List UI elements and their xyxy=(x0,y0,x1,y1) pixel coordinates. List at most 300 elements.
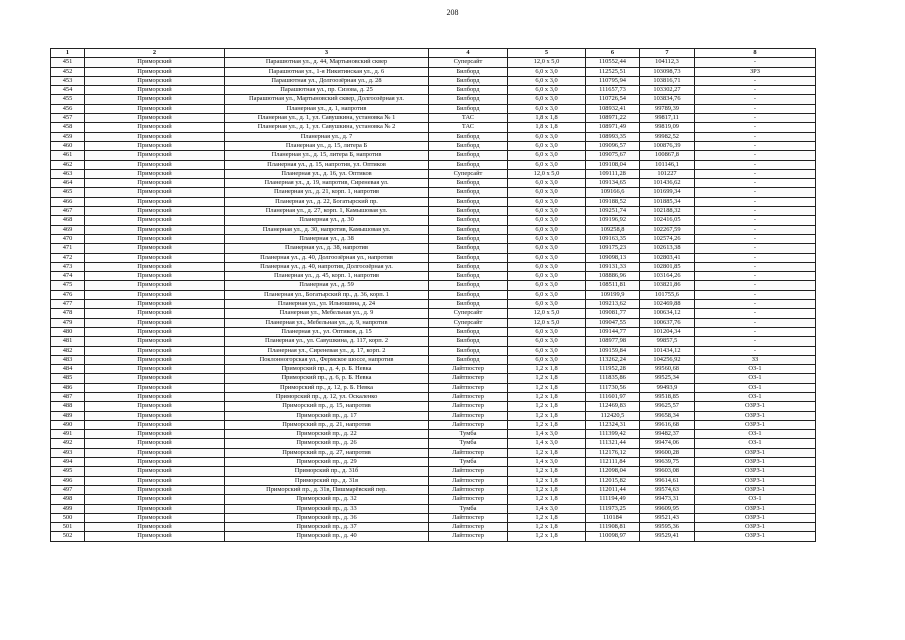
address-cell: Планерная ул., д. 15, литера Б xyxy=(225,141,429,150)
row-number-cell: 468 xyxy=(51,216,85,225)
coord-y-cell: 99560,68 xyxy=(640,365,695,374)
coord-y-cell: 99473,31 xyxy=(640,495,695,504)
zone-cell: - xyxy=(695,179,816,188)
coord-x-cell: 112324,31 xyxy=(586,420,640,429)
district-cell: Приморский xyxy=(85,513,225,522)
coord-x-cell: 112525,51 xyxy=(586,67,640,76)
size-cell: 6,0 x 3,0 xyxy=(508,272,586,281)
coord-x-cell: 112098,04 xyxy=(586,467,640,476)
address-cell: Планерная ул., д. 16, ул. Оптиков xyxy=(225,169,429,178)
coord-x-cell: 108932,41 xyxy=(586,104,640,113)
coord-x-cell: 108977,98 xyxy=(586,337,640,346)
address-cell: Планерная ул., Мебельная ул., д. 9, напротив xyxy=(225,318,429,327)
coord-y-cell: 103164,26 xyxy=(640,272,695,281)
address-cell: Планерная ул., д. 15, литера Б, напротив xyxy=(225,151,429,160)
structure-type-cell: Лайтпостер xyxy=(429,402,508,411)
district-cell: Приморский xyxy=(85,402,225,411)
zone-cell: - xyxy=(695,95,816,104)
zone-cell: - xyxy=(695,309,816,318)
zone-cell: ЗРЗ xyxy=(695,67,816,76)
size-cell: 6,0 x 3,0 xyxy=(508,104,586,113)
size-cell: 6,0 x 3,0 xyxy=(508,67,586,76)
table-body xyxy=(51,58,816,541)
district-cell: Приморский xyxy=(85,216,225,225)
size-cell: 1,4 x 3,0 xyxy=(508,504,586,513)
row-number-cell: 492 xyxy=(51,439,85,448)
row-number-cell: 465 xyxy=(51,188,85,197)
structure-type-cell: Лайтпостер xyxy=(429,392,508,401)
row-number-cell: 454 xyxy=(51,86,85,95)
coord-y-cell: 99521,43 xyxy=(640,513,695,522)
address-cell: Планерная ул., ул. Савушкина, д. 117, корп. 2 xyxy=(225,337,429,346)
coord-y-cell: 99595,36 xyxy=(640,523,695,532)
address-cell: Приморский пр., д. 15, напротив xyxy=(225,402,429,411)
address-cell: Приморский пр., д. 27, напротив xyxy=(225,448,429,457)
coord-x-cell: 111973,25 xyxy=(586,504,640,513)
table-row xyxy=(51,132,816,141)
table-row xyxy=(51,234,816,243)
coord-y-cell: 99639,75 xyxy=(640,458,695,467)
table-row xyxy=(51,383,816,392)
structure-type-cell: Билборд xyxy=(429,300,508,309)
coord-y-cell: 101204,34 xyxy=(640,327,695,336)
size-cell: 6,0 x 3,0 xyxy=(508,234,586,243)
table-row xyxy=(51,513,816,522)
zone-cell: - xyxy=(695,86,816,95)
structure-type-cell: Билборд xyxy=(429,272,508,281)
zone-cell: ОЗ-1 xyxy=(695,383,816,392)
coord-y-cell: 99857,5 xyxy=(640,337,695,346)
zone-cell: ЗЗ xyxy=(695,355,816,364)
district-cell: Приморский xyxy=(85,318,225,327)
coord-y-cell: 99819,09 xyxy=(640,123,695,132)
address-cell: Планерная ул., д. 40, Долгоозёрная ул., напротив xyxy=(225,253,429,262)
size-cell: 6,0 x 3,0 xyxy=(508,262,586,271)
size-cell: 1,2 x 1,8 xyxy=(508,374,586,383)
address-cell: Приморский пр., д. 26 xyxy=(225,439,429,448)
coord-y-cell: 103816,71 xyxy=(640,76,695,85)
district-cell: Приморский xyxy=(85,234,225,243)
row-number-cell: 471 xyxy=(51,244,85,253)
size-cell: 6,0 x 3,0 xyxy=(508,151,586,160)
coord-x-cell: 112015,82 xyxy=(586,476,640,485)
zone-cell: - xyxy=(695,234,816,243)
district-cell: Приморский xyxy=(85,467,225,476)
district-cell: Приморский xyxy=(85,485,225,494)
coord-y-cell: 103821,86 xyxy=(640,281,695,290)
table-row xyxy=(51,327,816,336)
zone-cell: ОЗ-1 xyxy=(695,392,816,401)
row-number-cell: 451 xyxy=(51,58,85,67)
size-cell: 1,2 x 1,8 xyxy=(508,495,586,504)
zone-cell: - xyxy=(695,207,816,216)
table-row xyxy=(51,188,816,197)
coord-y-cell: 102469,88 xyxy=(640,300,695,309)
district-cell: Приморский xyxy=(85,355,225,364)
district-cell: Приморский xyxy=(85,495,225,504)
zone-cell: ОЗРЗ-1 xyxy=(695,523,816,532)
district-cell: Приморский xyxy=(85,58,225,67)
address-cell: Приморский пр., д. 31в xyxy=(225,476,429,485)
district-cell: Приморский xyxy=(85,272,225,281)
zone-cell: - xyxy=(695,114,816,123)
table-row xyxy=(51,262,816,271)
size-cell: 6,0 x 3,0 xyxy=(508,225,586,234)
structure-type-cell: Билборд xyxy=(429,234,508,243)
coord-x-cell: 108971,22 xyxy=(586,114,640,123)
district-cell: Приморский xyxy=(85,169,225,178)
coord-y-cell: 103834,76 xyxy=(640,95,695,104)
coord-x-cell: 111908,81 xyxy=(586,523,640,532)
coord-x-cell: 109213,62 xyxy=(586,300,640,309)
zone-cell: - xyxy=(695,281,816,290)
structure-type-cell: Билборд xyxy=(429,151,508,160)
structure-type-cell: Билборд xyxy=(429,86,508,95)
district-cell: Приморский xyxy=(85,448,225,457)
coord-y-cell: 102613,38 xyxy=(640,244,695,253)
address-cell: Планерная ул., Сиреневая ул., д. 17, корп. 2 xyxy=(225,346,429,355)
size-cell: 1,2 x 1,8 xyxy=(508,402,586,411)
district-cell: Приморский xyxy=(85,207,225,216)
coord-y-cell: 101885,34 xyxy=(640,197,695,206)
table-row xyxy=(51,346,816,355)
row-number-cell: 481 xyxy=(51,337,85,346)
structure-type-cell: Билборд xyxy=(429,290,508,299)
coord-x-cell: 110184 xyxy=(586,513,640,522)
row-number-cell: 457 xyxy=(51,114,85,123)
row-number-cell: 453 xyxy=(51,76,85,85)
row-number-cell: 493 xyxy=(51,448,85,457)
coord-x-cell: 111399,42 xyxy=(586,430,640,439)
coord-y-cell: 99658,34 xyxy=(640,411,695,420)
coord-x-cell: 109111,28 xyxy=(586,169,640,178)
coord-x-cell: 108993,35 xyxy=(586,132,640,141)
district-cell: Приморский xyxy=(85,458,225,467)
address-cell: Приморский пр., д. 31в, Пишмарёвский пер. xyxy=(225,485,429,494)
coord-x-cell: 111835,86 xyxy=(586,374,640,383)
structure-type-cell: Лайтпостер xyxy=(429,374,508,383)
row-number-cell: 482 xyxy=(51,346,85,355)
coord-y-cell: 102188,32 xyxy=(640,207,695,216)
row-number-cell: 488 xyxy=(51,402,85,411)
size-cell: 1,4 x 3,0 xyxy=(508,430,586,439)
row-number-cell: 501 xyxy=(51,523,85,532)
table-row xyxy=(51,67,816,76)
size-cell: 6,0 x 3,0 xyxy=(508,346,586,355)
address-cell: Планерная ул., д. 15, напротив, ул. Оптиков xyxy=(225,160,429,169)
row-number-cell: 489 xyxy=(51,411,85,420)
district-cell: Приморский xyxy=(85,420,225,429)
size-cell: 1,2 x 1,8 xyxy=(508,485,586,494)
coord-y-cell: 99574,63 xyxy=(640,485,695,494)
coord-x-cell: 109047,55 xyxy=(586,318,640,327)
coord-x-cell: 108886,96 xyxy=(586,272,640,281)
district-cell: Приморский xyxy=(85,104,225,113)
size-cell: 6,0 x 3,0 xyxy=(508,253,586,262)
zone-cell: - xyxy=(695,318,816,327)
table-row xyxy=(51,495,816,504)
coord-x-cell: 110795,94 xyxy=(586,76,640,85)
address-cell: Парашютная ул., Долгоозёрная ул., д. 28 xyxy=(225,76,429,85)
structure-type-cell: Билборд xyxy=(429,179,508,188)
address-cell: Парашютная ул., Мартыновский сквер, Долгоозёрная ул. xyxy=(225,95,429,104)
size-cell: 6,0 x 3,0 xyxy=(508,327,586,336)
row-number-cell: 486 xyxy=(51,383,85,392)
table-row xyxy=(51,365,816,374)
structure-type-cell: Суперсайт xyxy=(429,309,508,318)
table-row xyxy=(51,290,816,299)
row-number-cell: 490 xyxy=(51,420,85,429)
size-cell: 6,0 x 3,0 xyxy=(508,141,586,150)
structure-type-cell: Тумба xyxy=(429,504,508,513)
column-header: 3 xyxy=(225,49,429,58)
size-cell: 6,0 x 3,0 xyxy=(508,244,586,253)
zone-cell: ОЗ-1 xyxy=(695,430,816,439)
table-row xyxy=(51,448,816,457)
row-number-cell: 502 xyxy=(51,532,85,541)
zone-cell: - xyxy=(695,188,816,197)
zone-cell: - xyxy=(695,272,816,281)
row-number-cell: 480 xyxy=(51,327,85,336)
zone-cell: - xyxy=(695,123,816,132)
coord-y-cell: 101146,1 xyxy=(640,160,695,169)
address-cell: Планерная ул., д. 38 xyxy=(225,234,429,243)
coord-x-cell: 109134,65 xyxy=(586,179,640,188)
zone-cell: - xyxy=(695,132,816,141)
row-number-cell: 496 xyxy=(51,476,85,485)
table-row xyxy=(51,355,816,364)
column-header: 2 xyxy=(85,49,225,58)
table-row xyxy=(51,95,816,104)
row-number-cell: 473 xyxy=(51,262,85,271)
table-row xyxy=(51,392,816,401)
structure-type-cell: Билборд xyxy=(429,95,508,104)
coord-x-cell: 109075,67 xyxy=(586,151,640,160)
zone-cell: ОЗРЗ-1 xyxy=(695,476,816,485)
district-cell: Приморский xyxy=(85,151,225,160)
zone-cell: - xyxy=(695,244,816,253)
coord-x-cell: 111657,73 xyxy=(586,86,640,95)
zone-cell: - xyxy=(695,160,816,169)
district-cell: Приморский xyxy=(85,290,225,299)
address-cell: Планерная ул., д. 1, напротив xyxy=(225,104,429,113)
structure-type-cell: Билборд xyxy=(429,346,508,355)
district-cell: Приморский xyxy=(85,392,225,401)
district-cell: Приморский xyxy=(85,327,225,336)
table-row xyxy=(51,485,816,494)
structure-type-cell: ТАС xyxy=(429,123,508,132)
zone-cell: ОЗ-1 xyxy=(695,374,816,383)
zone-cell: - xyxy=(695,216,816,225)
address-cell: Планерная ул., ул. Оптиков, д. 15 xyxy=(225,327,429,336)
size-cell: 1,2 x 1,8 xyxy=(508,476,586,485)
coord-y-cell: 100876,39 xyxy=(640,141,695,150)
structure-type-cell: Лайтпостер xyxy=(429,485,508,494)
zone-cell: - xyxy=(695,225,816,234)
address-cell: Приморский пр., д. 12, ул. Оскаленко xyxy=(225,392,429,401)
district-cell: Приморский xyxy=(85,197,225,206)
zone-cell: ОЗРЗ-1 xyxy=(695,532,816,541)
address-cell: Планерная ул., д. 45, корп. 1, напротив xyxy=(225,272,429,281)
district-cell: Приморский xyxy=(85,374,225,383)
table-row xyxy=(51,197,816,206)
row-number-cell: 495 xyxy=(51,467,85,476)
coord-x-cell: 109159,84 xyxy=(586,346,640,355)
row-number-cell: 487 xyxy=(51,392,85,401)
address-cell: Приморский пр., д. 33 xyxy=(225,504,429,513)
size-cell: 6,0 x 3,0 xyxy=(508,216,586,225)
structure-type-cell: Лайтпостер xyxy=(429,513,508,522)
coord-y-cell: 99614,61 xyxy=(640,476,695,485)
size-cell: 1,2 x 1,8 xyxy=(508,420,586,429)
address-cell: Приморский пр., д. 22 xyxy=(225,430,429,439)
district-cell: Приморский xyxy=(85,504,225,513)
coord-y-cell: 101434,12 xyxy=(640,346,695,355)
coord-y-cell: 100867,8 xyxy=(640,151,695,160)
zone-cell: - xyxy=(695,58,816,67)
district-cell: Приморский xyxy=(85,430,225,439)
size-cell: 12,0 x 5,0 xyxy=(508,169,586,178)
address-cell: Поклонногорская ул., Фермское шоссе, напротив xyxy=(225,355,429,364)
row-number-cell: 463 xyxy=(51,169,85,178)
address-cell: Приморский пр., д. 40 xyxy=(225,532,429,541)
coord-x-cell: 109098,13 xyxy=(586,253,640,262)
structure-type-cell: Лайтпостер xyxy=(429,532,508,541)
zone-cell: ОЗРЗ-1 xyxy=(695,402,816,411)
table-row xyxy=(51,151,816,160)
district-cell: Приморский xyxy=(85,300,225,309)
table-row xyxy=(51,476,816,485)
address-cell: Планерная ул., Богатырский пр., д. 36, корп. 1 xyxy=(225,290,429,299)
row-number-cell: 497 xyxy=(51,485,85,494)
row-number-cell: 459 xyxy=(51,132,85,141)
column-header: 1 xyxy=(51,49,85,58)
row-number-cell: 478 xyxy=(51,309,85,318)
table-row xyxy=(51,532,816,541)
address-cell: Планерная ул., д. 27, корп. 1, Камышовая ул. xyxy=(225,207,429,216)
coord-y-cell: 101755,6 xyxy=(640,290,695,299)
zone-cell: - xyxy=(695,327,816,336)
coord-x-cell: 109166,6 xyxy=(586,188,640,197)
header-row xyxy=(51,49,816,58)
address-cell: Приморский пр., д. 6, р. Б. Невка xyxy=(225,374,429,383)
coord-x-cell: 112176,12 xyxy=(586,448,640,457)
structure-type-cell: Билборд xyxy=(429,67,508,76)
coord-y-cell: 99518,85 xyxy=(640,392,695,401)
table-row xyxy=(51,76,816,85)
district-cell: Приморский xyxy=(85,132,225,141)
address-cell: Приморский пр., д. 4, р. Б. Невка xyxy=(225,365,429,374)
coord-x-cell: 108511,81 xyxy=(586,281,640,290)
column-header: 5 xyxy=(508,49,586,58)
size-cell: 6,0 x 3,0 xyxy=(508,300,586,309)
zone-cell: - xyxy=(695,197,816,206)
district-cell: Приморский xyxy=(85,253,225,262)
structure-type-cell: Билборд xyxy=(429,104,508,113)
structure-type-cell: Билборд xyxy=(429,76,508,85)
district-cell: Приморский xyxy=(85,160,225,169)
coord-y-cell: 102801,85 xyxy=(640,262,695,271)
structure-type-cell: Билборд xyxy=(429,160,508,169)
coord-y-cell: 99609,95 xyxy=(640,504,695,513)
structure-type-cell: Билборд xyxy=(429,188,508,197)
row-number-cell: 464 xyxy=(51,179,85,188)
coord-y-cell: 102574,26 xyxy=(640,234,695,243)
row-number-cell: 484 xyxy=(51,365,85,374)
table-row xyxy=(51,300,816,309)
structure-type-cell: Лайтпостер xyxy=(429,420,508,429)
coord-x-cell: 109108,04 xyxy=(586,160,640,169)
address-cell: Планерная ул., д. 22, Богатырский пр. xyxy=(225,197,429,206)
row-number-cell: 467 xyxy=(51,207,85,216)
coord-x-cell: 109096,57 xyxy=(586,141,640,150)
zone-cell: ОЗРЗ-1 xyxy=(695,513,816,522)
district-cell: Приморский xyxy=(85,262,225,271)
address-cell: Приморский пр., д. 37 xyxy=(225,523,429,532)
coord-y-cell: 99600,28 xyxy=(640,448,695,457)
address-cell: Планерная ул., Мебельная ул., д. 9 xyxy=(225,309,429,318)
table-row xyxy=(51,337,816,346)
district-cell: Приморский xyxy=(85,365,225,374)
size-cell: 1,2 x 1,8 xyxy=(508,411,586,420)
coord-y-cell: 99525,34 xyxy=(640,374,695,383)
structure-type-cell: Тумба xyxy=(429,439,508,448)
coord-x-cell: 112469,83 xyxy=(586,402,640,411)
address-cell: Приморский пр., д. 12, р. Б. Невка xyxy=(225,383,429,392)
column-header: 7 xyxy=(640,49,695,58)
table-row xyxy=(51,420,816,429)
row-number-cell: 498 xyxy=(51,495,85,504)
zone-cell: ОЗРЗ-1 xyxy=(695,411,816,420)
size-cell: 1,4 x 3,0 xyxy=(508,439,586,448)
row-number-cell: 455 xyxy=(51,95,85,104)
coord-x-cell: 109144,77 xyxy=(586,327,640,336)
structure-type-cell: Билборд xyxy=(429,253,508,262)
address-cell: Парашютная ул., д. 44, Мартыновский сквер xyxy=(225,58,429,67)
zone-cell: - xyxy=(695,262,816,271)
table-row xyxy=(51,253,816,262)
coord-x-cell: 109258,8 xyxy=(586,225,640,234)
zone-cell: - xyxy=(695,300,816,309)
coord-x-cell: 112420,5 xyxy=(586,411,640,420)
coord-x-cell: 109131,33 xyxy=(586,262,640,271)
size-cell: 12,0 x 5,0 xyxy=(508,318,586,327)
coord-y-cell: 99817,11 xyxy=(640,114,695,123)
size-cell: 6,0 x 3,0 xyxy=(508,132,586,141)
size-cell: 1,2 x 1,8 xyxy=(508,532,586,541)
size-cell: 6,0 x 3,0 xyxy=(508,355,586,364)
row-number-cell: 477 xyxy=(51,300,85,309)
coord-y-cell: 99529,41 xyxy=(640,532,695,541)
size-cell: 12,0 x 5,0 xyxy=(508,58,586,67)
coord-y-cell: 100637,76 xyxy=(640,318,695,327)
district-cell: Приморский xyxy=(85,141,225,150)
address-cell: Парашютная ул., пр. Сизова, д. 25 xyxy=(225,86,429,95)
zone-cell: ОЗРЗ-1 xyxy=(695,420,816,429)
structure-type-cell: Билборд xyxy=(429,141,508,150)
table-row xyxy=(51,58,816,67)
district-cell: Приморский xyxy=(85,244,225,253)
coord-x-cell: 109251,74 xyxy=(586,207,640,216)
coord-y-cell: 102267,59 xyxy=(640,225,695,234)
structure-type-cell: Лайтпостер xyxy=(429,476,508,485)
row-number-cell: 475 xyxy=(51,281,85,290)
zone-cell: ОЗРЗ-1 xyxy=(695,504,816,513)
zone-cell: ОЗРЗ-1 xyxy=(695,448,816,457)
coord-x-cell: 109188,52 xyxy=(586,197,640,206)
size-cell: 1,2 x 1,8 xyxy=(508,513,586,522)
district-cell: Приморский xyxy=(85,476,225,485)
